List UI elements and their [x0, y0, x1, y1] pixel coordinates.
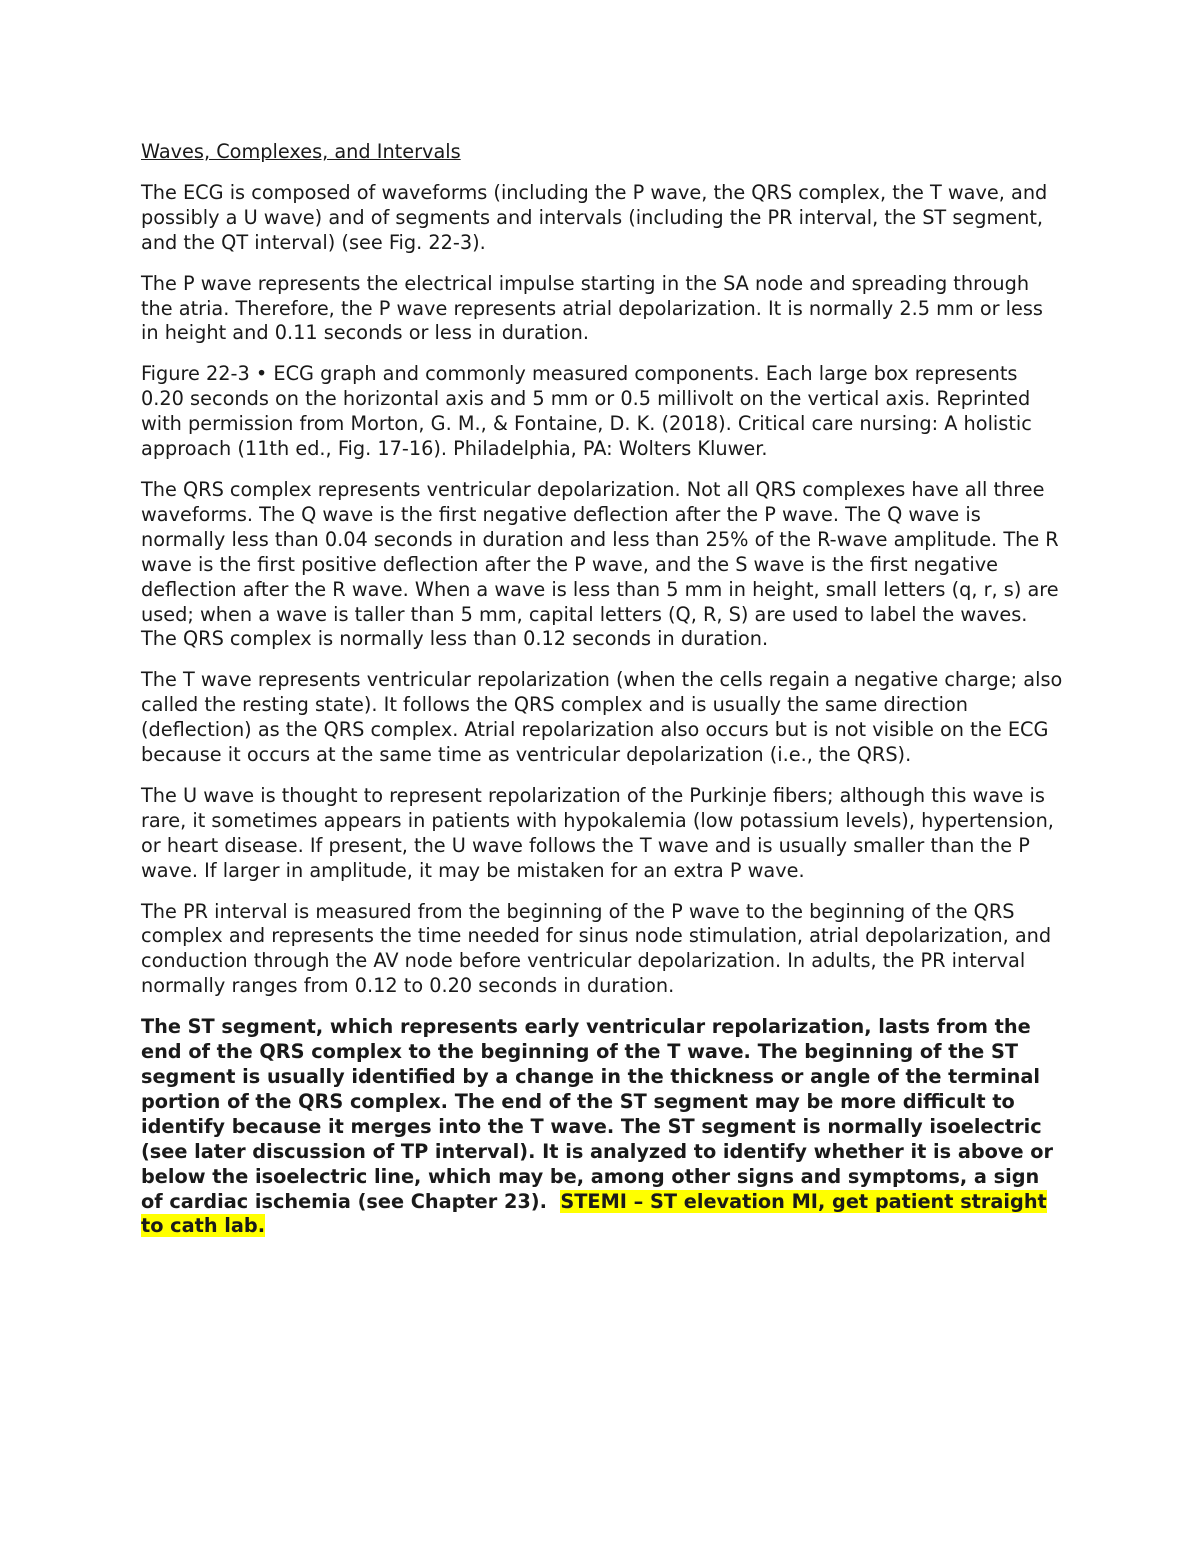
- section-heading: Waves, Complexes, and Intervals: [141, 140, 461, 163]
- paragraph-p-wave: The P wave represents the electrical impulse starting in the SA node and spreading through the atria. Therefore, the P wave represents atrial depolarization. It is normally 2.5 mm or less in height and 0.11 seconds or less in duration.: [141, 271, 1043, 345]
- st-segment-spacer: [547, 1190, 560, 1213]
- paragraph-pr-interval: The PR interval is measured from the beginning of the P wave to the beginning of the QRS complex and represents the time needed for sinus node stimulation, atrial depolarization, and conduction through the AV node before ventricular depolarization. In adults, the PR interval normally ranges from 0.12 to 0.20 seconds in duration.: [141, 899, 1052, 998]
- paragraph-qrs-complex: The QRS complex represents ventricular depolarization. Not all QRS complexes have all three waveforms. The Q wave is the first negative deflection after the P wave. The Q wave is normally less than 0.04 seconds in duration and less than 25% of the R-wave amplitude. The R wave is the first positive deflection after the P wave, and the S wave is the first negative deflection after the R wave. When a wave is less than 5 mm in height, small letters (q, r, s) are used; when a wave is taller than 5 mm, capital letters (Q, R, S) are used to label the waves. The QRS complex is normally less than 0.12 seconds in duration.: [141, 477, 1059, 651]
- paragraph-u-wave: The U wave is thought to represent repolarization of the Purkinje fibers; although this wave is rare, it sometimes appears in patients with hypokalemia (low potassium levels), hypertension, or heart disease. If present, the U wave follows the T wave and is usually smaller than the P wave. If larger in amplitude, it may be mistaken for an extra P wave.: [141, 783, 1054, 882]
- paragraph-t-wave: The T wave represents ventricular repolarization (when the cells regain a negative charge; also called the resting state). It follows the QRS complex and is usually the same direction (deflection) as the QRS complex. Atrial repolarization also occurs but is not visible on the ECG because it occurs at the same time as ventricular depolarization (i.e., the QRS).: [141, 668, 1063, 767]
- st-segment-text: The ST segment, which represents early ventricular repolarization, lasts from the end of the QRS complex to the beginning of the T wave. The beginning of the ST segment is usually identified by a change in the thickness or angle of the terminal portion of the QRS complex. The end of the ST segment may be more difficult to identify because it merges into the T wave. The ST segment is normally isoelectric (see later discussion of TP interval). It is analyzed to identify whether it is above or below the isoelectric line, which may be, among other signs and symptoms, a sign of cardiac ischemia (see Chapter 23).: [141, 1015, 1053, 1213]
- stemi-highlight: STEMI – ST elevation MI, get patient straight to cath lab.: [141, 1189, 1047, 1238]
- paragraph-figure-caption: Figure 22-3 • ECG graph and commonly measured components. Each large box represents 0.20 seconds on the horizontal axis and 5 mm or 0.5 millivolt on the vertical axis. Reprinted with permission from Morton, G. M., & Fontaine, D. K. (2018). Critical care nursing: A holistic approach (11th ed., Fig. 17-16). Philadelphia, PA: Wolters Kluwer.: [141, 362, 1032, 461]
- paragraph-ecg-overview: The ECG is composed of waveforms (including the P wave, the QRS complex, the T wave, and possibly a U wave) and of segments and intervals (including the PR interval, the ST segment, and the QT interval) (see Fig. 22-3).: [141, 180, 1048, 254]
- paragraph-st-segment: [141, 1015, 1066, 1239]
- document-body: [141, 140, 1066, 1255]
